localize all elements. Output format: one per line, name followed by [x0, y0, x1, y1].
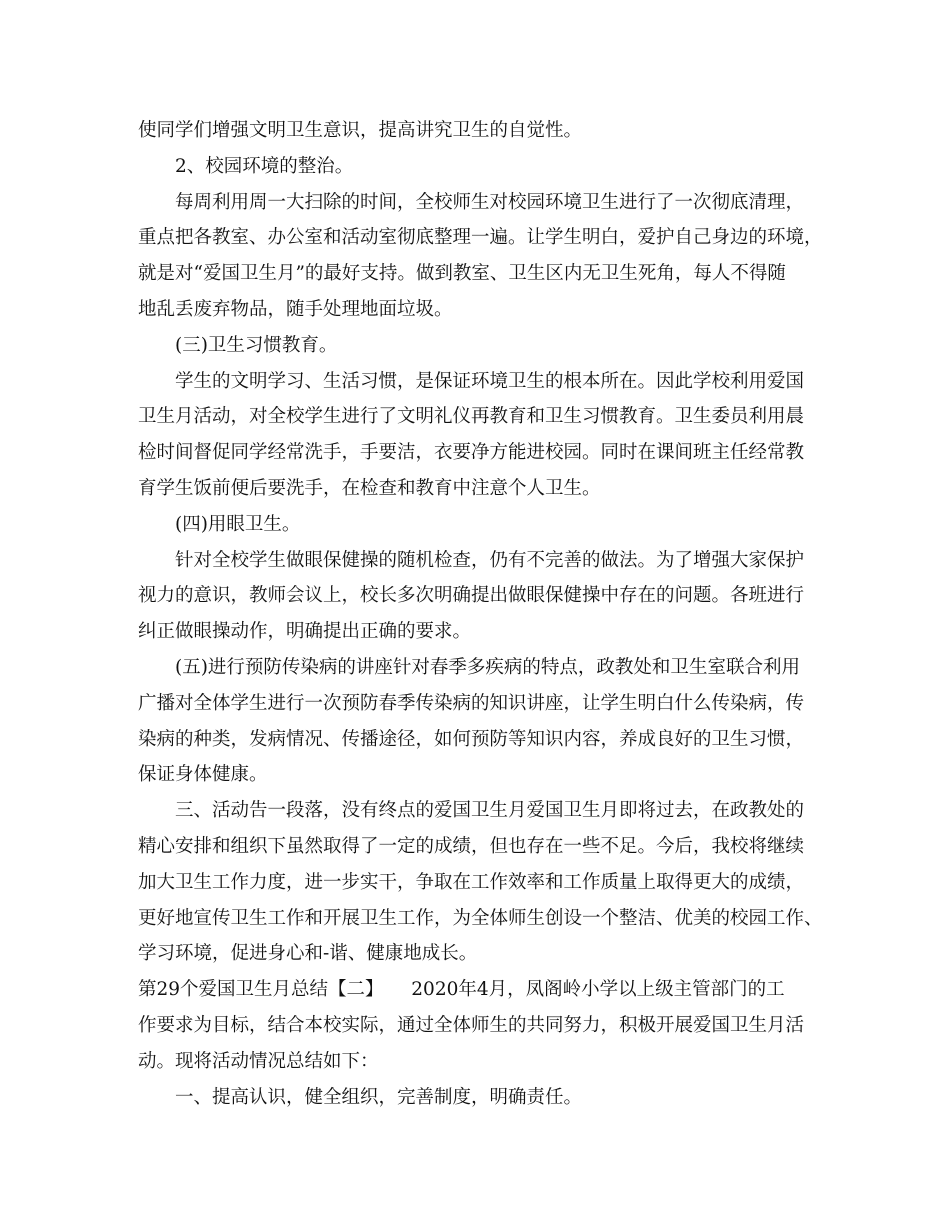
paragraph-start-line: 2、校园环境的整治。 — [175, 155, 354, 177]
text-line: 地乱丢废弃物品，随手处理地面垃圾。 — [138, 298, 453, 320]
text-line: 卫生月活动，对全校学生进行了文明礼仪再教育和卫生习惯教育。卫生委员利用晨 — [138, 406, 805, 428]
paragraph-start-line: 针对全校学生做眼保健操的随机检查，仍有不完善的做法。为了增强大家保护 — [175, 549, 805, 571]
text-line: 就是对“爱国卫生月”的最好支持。做到教室、卫生区内无卫生死角，每人不得随 — [138, 263, 786, 285]
paragraph-start-line: 一、提高认识，健全组织，完善制度，明确责任。 — [175, 1086, 583, 1108]
text-line: 精心安排和组织下虽然取得了一定的成绩，但也存在一些不足。今后，我校将继续 — [138, 835, 805, 857]
text-line: 作要求为目标，结合本校实际，通过全体师生的共同努力，积极开展爱国卫生月活 — [138, 1014, 805, 1036]
text-line: 纠正做眼操动作，明确提出正确的要求。 — [138, 621, 472, 643]
text-line: 更好地宣传卫生工作和开展卫生工作，为全体师生创设一个整洁、优美的校园工作、 — [138, 907, 823, 929]
text-line: 使同学们增强文明卫生意识，提高讲究卫生的自觉性。 — [138, 120, 583, 141]
paragraph-start-line: (五)进行预防传染病的讲座针对春季多疾病的特点，政教处和卫生室联合利用 — [175, 656, 800, 678]
text-line: 保证身体健康。 — [138, 764, 268, 786]
paragraph-start-line: 三、活动告一段落，没有终点的爱国卫生月爱国卫生月即将过去，在政教处的 — [175, 800, 805, 822]
text-line: 学习环境，促进身心和-谐、健康地成长。 — [138, 943, 478, 965]
text-line: 重点把各教室、办公室和活动室彻底整理一遍。让学生明白，爱护自己身边的环境， — [138, 227, 823, 249]
paragraph-start-line: 每周利用周一大扫除的时间，全校师生对校园环境卫生进行了一次彻底清理， — [175, 191, 805, 213]
text-line: 第29个爱国卫生月总结【二】 2020年4月，凤阁岭小学以上级主管部门的工 — [138, 979, 785, 1001]
text-line: 广播对全体学生进行一次预防春季传染病的知识讲座，让学生明白什么传染病，传 — [138, 692, 805, 714]
text-line: 加大卫生工作力度，进一步实干，争取在工作效率和工作质量上取得更大的成绩， — [138, 871, 805, 893]
paragraph-start-line: 学生的文明学习、生活习惯，是保证环境卫生的根本所在。因此学校利用爱国 — [175, 370, 805, 392]
paragraph-start-line: (三)卫生习惯教育。 — [175, 334, 338, 356]
text-line: 染病的种类，发病情况、传播途径，如何预防等知识内容，养成良好的卫生习惯， — [138, 728, 805, 750]
text-line: 检时间督促同学经常洗手，手要洁，衣要净方能进校园。同时在课间班主任经常教 — [138, 442, 805, 464]
text-line: 视力的意识，教师会议上，校长多次明确提出做眼保健操中存在的问题。各班进行 — [138, 585, 805, 607]
paragraph-start-line: (四)用眼卫生。 — [175, 513, 301, 535]
text-line: 动。现将活动情况总结如下： — [138, 1050, 379, 1072]
document-body — [138, 113, 828, 1115]
text-line: 育学生饭前便后要洗手，在检查和教育中注意个人卫生。 — [138, 477, 601, 499]
